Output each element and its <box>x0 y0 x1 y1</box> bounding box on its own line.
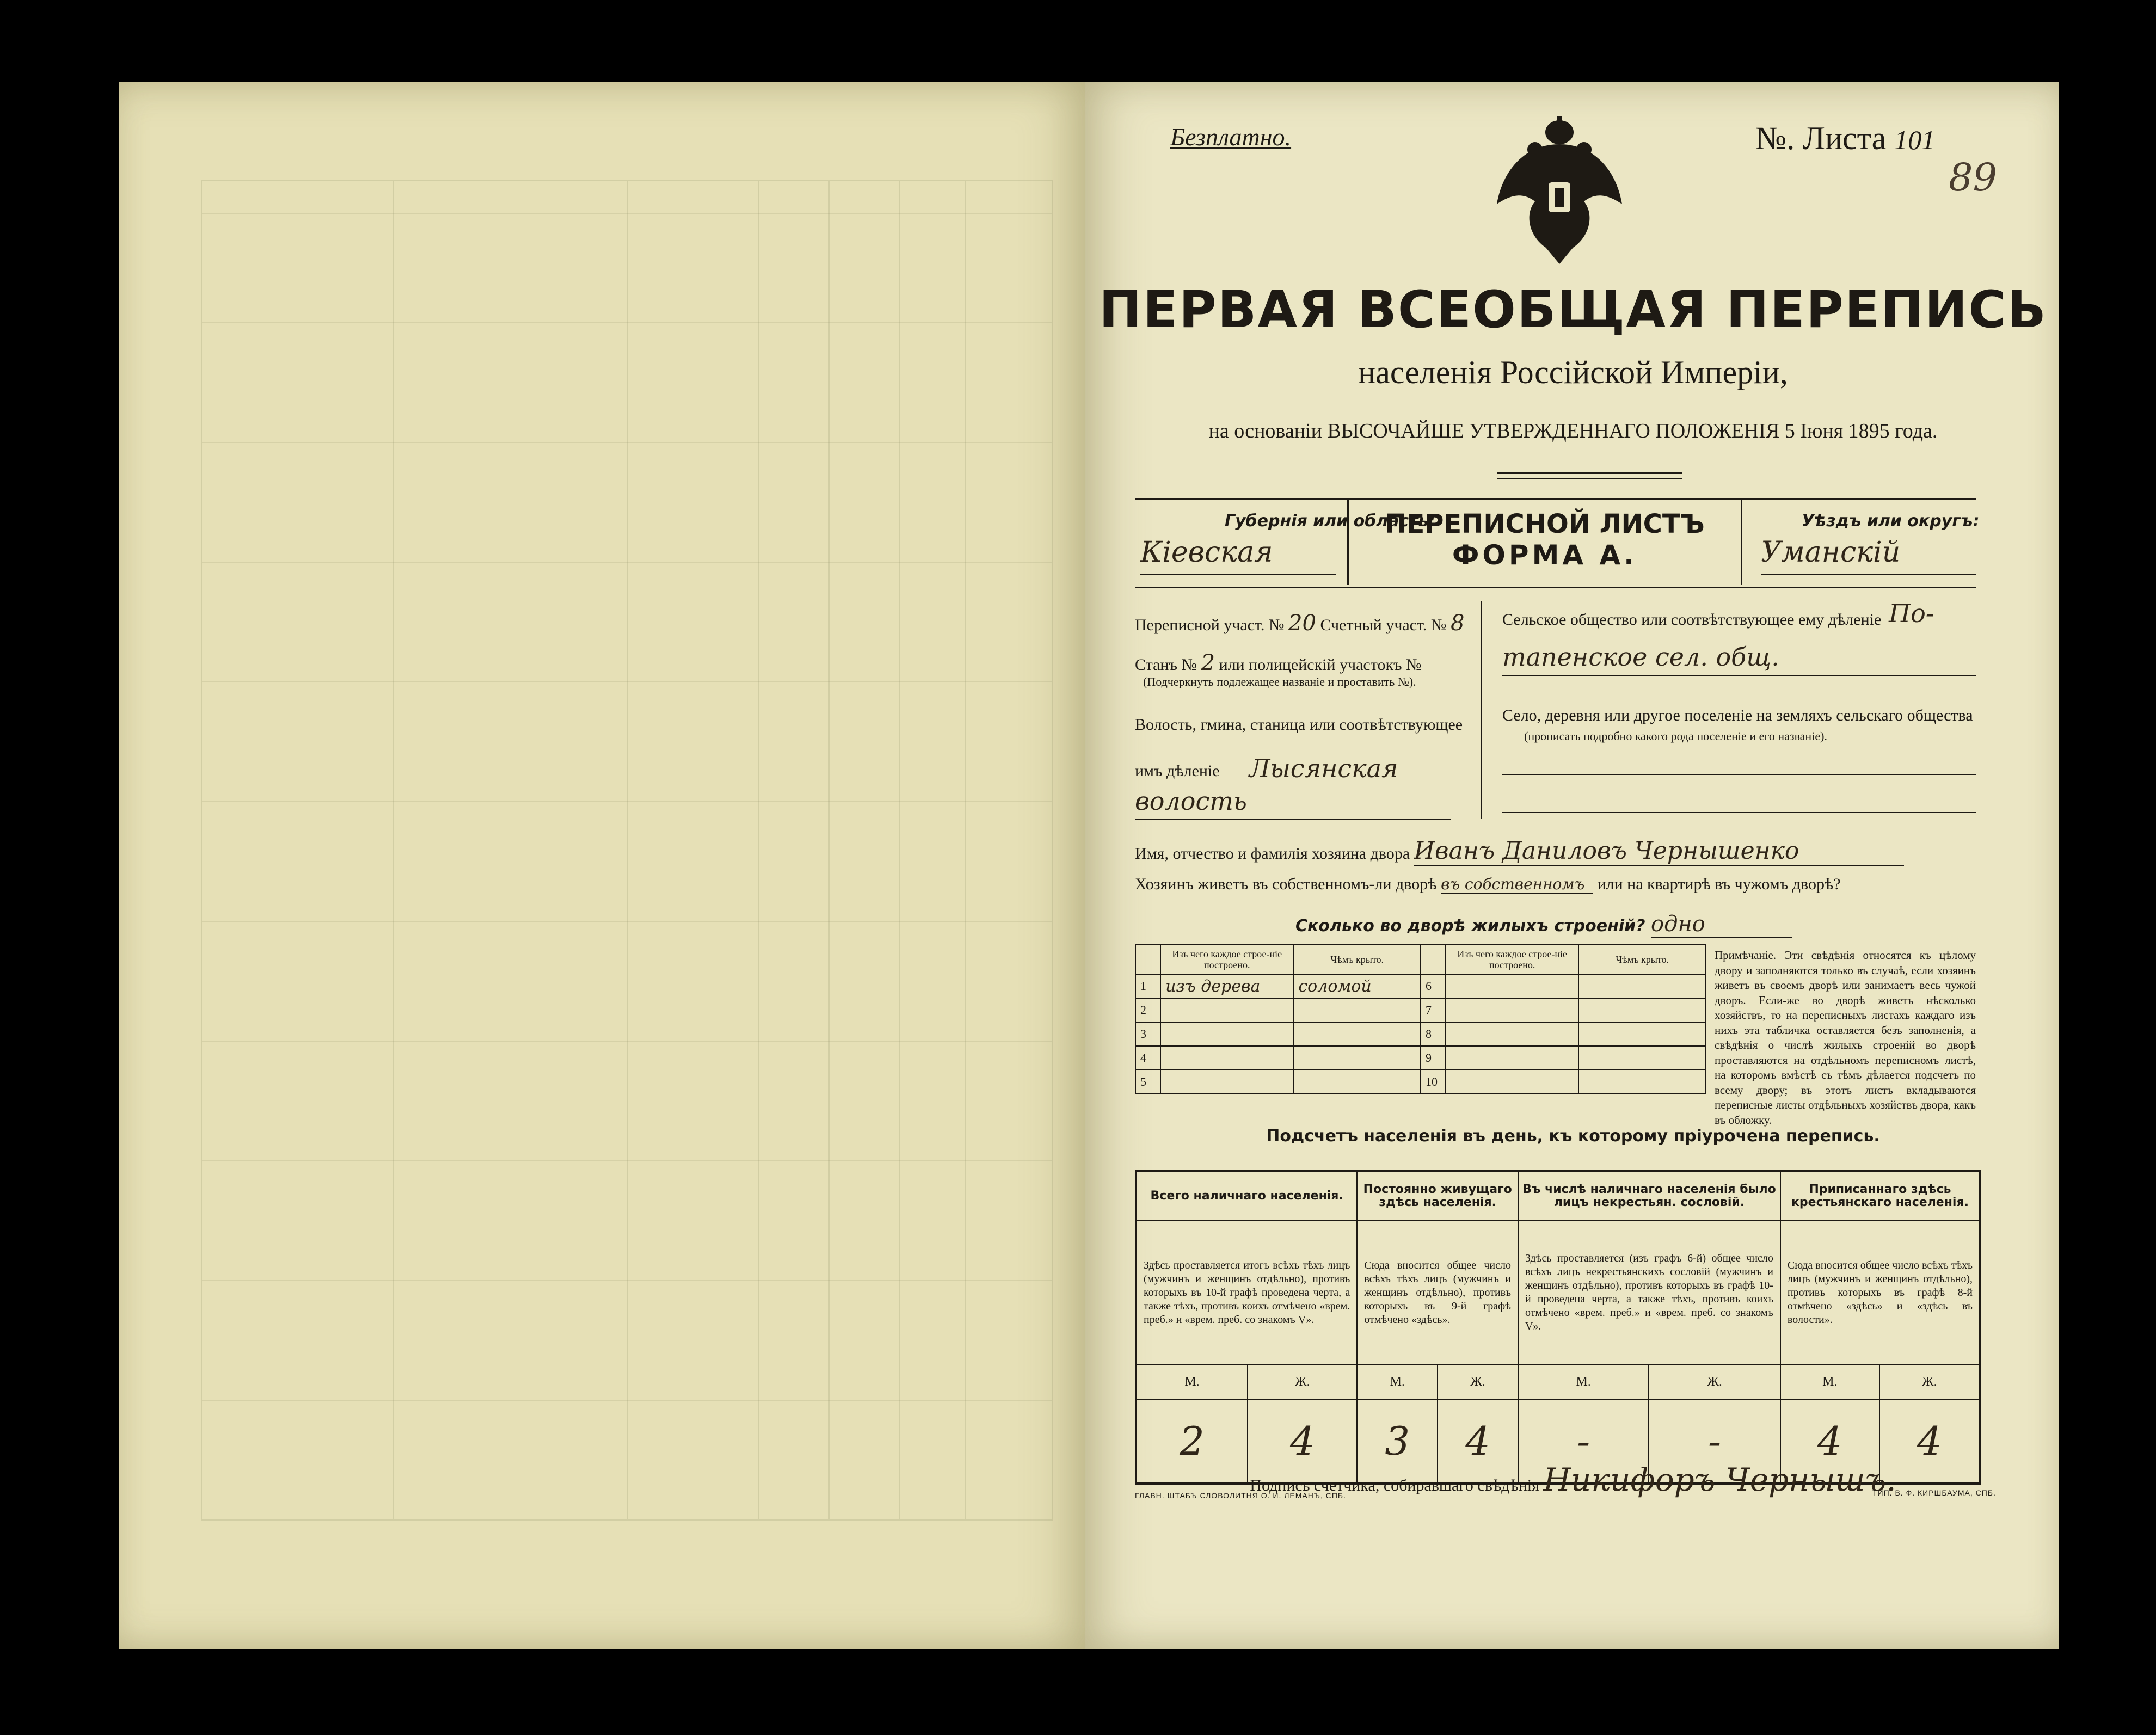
form-title-block <box>1347 498 1742 585</box>
population-col-header: Въ числѣ наличнаго населенія было лицъ некрестьян. сословій. <box>1518 1171 1780 1221</box>
imperial-eagle-icon <box>1491 112 1627 269</box>
buildings-row <box>1295 912 1792 938</box>
population-col-desc: Сюда вносится общее число всѣхъ тѣхъ лицъ (мужчинъ и женщинъ отдѣльно), противъ которыхъ въ 9-й графѣ отмѣчено «здѣсь». <box>1357 1221 1518 1364</box>
owner-name-row <box>1135 837 1976 866</box>
table-row <box>1135 974 1706 998</box>
buildings-col-material: Изъ чего каждое строе-ніе построено. <box>1160 945 1293 974</box>
female-label: Ж. <box>1438 1364 1518 1399</box>
sheet-number-label: №. Листа <box>1755 120 1887 156</box>
form-a-label: ФОРМА А. <box>1452 539 1638 571</box>
row-material <box>1160 1046 1293 1070</box>
row-material <box>1446 1022 1578 1046</box>
population-col-header: Приписаннаго здѣсь крестьянскаго населенія. <box>1780 1171 1980 1221</box>
population-col-desc: Здѣсь проставляется (изъ графъ 6-й) общее число всѣхъ лицъ некрестьянскихъ сословій (мужчинъ и женщинъ отдѣльно), противъ которыхъ въ графѣ 10-й проведена черта, а также тѣхъ, противъ коихъ отмѣчено «врем. преб.» и «врем. преб. со знакомъ V». <box>1518 1221 1780 1364</box>
table-row <box>1135 1046 1706 1070</box>
buildings-value: одно <box>1651 912 1792 938</box>
row-number: 2 <box>1135 998 1160 1022</box>
district-value: Уманскій <box>1761 536 1976 575</box>
row-material <box>1446 974 1578 998</box>
row-material <box>1446 1046 1578 1070</box>
row-roof <box>1293 998 1421 1022</box>
census-district-label: Переписной участ. № <box>1135 616 1285 634</box>
female-label: Ж. <box>1879 1364 1980 1399</box>
volost-label2: имъ дѣленіе <box>1135 762 1220 780</box>
signature-value: Никифоръ Чернышъ. <box>1543 1461 1896 1498</box>
stan-value: 2 <box>1201 650 1215 675</box>
underline-hint: (Подчеркнуть подлежащее названіе и проставить №). <box>1143 675 1416 688</box>
stan-row <box>1135 650 1422 675</box>
row-material: изъ дерева <box>1160 974 1293 998</box>
footer-left: ГЛАВН. ШТАБЪ СЛОВОЛИТНЯ О. И. ЛЕМАНЪ, СПБ. <box>1135 1491 1346 1500</box>
owner-lives-label: Хозяинъ живетъ въ собственномъ-ли дворѣ <box>1135 875 1437 893</box>
buildings-table <box>1135 944 1706 1094</box>
row-roof <box>1293 1046 1421 1070</box>
buildings-note: Примѣчаніе. Эти свѣдѣнія относятся къ цѣлому двору и заполняются только въ случаѣ, если хозяинъ живетъ въ своемъ дворѣ или занимаетъ весь чужой дворъ. Если-же во дворѣ живетъ нѣсколько хозяйствъ, то на переписныхъ листахъ каждаго изъ нихъ эта табличка оставляется безъ заполненія, а свѣдѣнія о числѣ жилыхъ строеній во дворѣ проставляются на отдѣльномъ переписномъ листѣ, на которомъ вмѣстѣ съ тѣмъ дѣлается подсчетъ по всему двору; въ этотъ листъ вкладываются переписные листы отдѣльныхъ хозяйствъ двора, какъ въ обложку. <box>1715 949 1976 1127</box>
registered-male-value: 4 <box>1780 1399 1879 1484</box>
row-number: 8 <box>1421 1022 1446 1046</box>
male-label: М. <box>1518 1364 1649 1399</box>
count-district-label: Счетный участ. № <box>1320 616 1447 634</box>
left-page-ghost-grid <box>201 180 1053 1521</box>
volost-value: Лысянская <box>1249 754 1398 783</box>
row-roof: соломой <box>1293 974 1421 998</box>
province-value: Кіевская <box>1140 536 1336 575</box>
row-number: 10 <box>1421 1070 1446 1094</box>
police-label: или полицейскій участокъ № <box>1219 656 1422 674</box>
owner-name-label: Имя, отчество и фамилія хозяина двора <box>1135 845 1410 863</box>
volost-value2: волость <box>1135 786 1451 820</box>
row-roof <box>1578 998 1706 1022</box>
village-line-1 <box>1502 773 1976 775</box>
count-district-value: 8 <box>1451 611 1465 636</box>
row-roof <box>1578 974 1706 998</box>
buildings-col-material-2: Изъ чего каждое строе-ніе построено. <box>1446 945 1578 974</box>
nonpeasant-female-value: - <box>1649 1399 1780 1484</box>
row-material <box>1160 1070 1293 1094</box>
society-label: Сельское общество или соотвѣтствующее ему дѣленіе <box>1502 611 1882 629</box>
stan-label: Станъ № <box>1135 656 1197 674</box>
permanent-male-value: 3 <box>1357 1399 1438 1484</box>
free-label: Безплатно. <box>1170 123 1292 151</box>
district-label: Уѣздъ или округъ: <box>1802 512 1980 531</box>
census-subtitle: населенія Россійской Имперіи, <box>1358 354 1788 390</box>
total-female-value: 4 <box>1248 1399 1357 1484</box>
sheet-number-value: 101 <box>1894 125 1936 155</box>
ornament-divider <box>1497 472 1682 479</box>
buildings-col-roof: Чѣмъ крыто. <box>1293 945 1421 974</box>
owner-lives-row <box>1135 875 1976 894</box>
row-number: 9 <box>1421 1046 1446 1070</box>
row-roof <box>1293 1022 1421 1046</box>
row-material <box>1160 1022 1293 1046</box>
population-col-desc: Здѣсь проставляется итогъ всѣхъ тѣхъ лицъ (мужчинъ и женщинъ отдѣльно), противъ которыхъ въ 10-й графѣ проведена черта, а также тѣхъ, противъ коихъ отмѣчено «врем. преб.» и «врем. преб. со знакомъ V». <box>1136 1221 1357 1364</box>
village-label: Село, деревня или другое поселеніе на земляхъ сельскаго общества <box>1502 706 1973 724</box>
buildings-col-roof-2: Чѣмъ крыто. <box>1578 945 1706 974</box>
address-divider <box>1481 601 1482 819</box>
male-label: М. <box>1357 1364 1438 1399</box>
male-label: М. <box>1136 1364 1248 1399</box>
village-line-2 <box>1502 811 1976 813</box>
census-title: ПЕРВАЯ ВСЕОБЩАЯ ПЕРЕПИСЬ <box>1098 280 2048 340</box>
row-roof <box>1578 1046 1706 1070</box>
row-material <box>1446 1070 1578 1094</box>
table-row <box>1135 1070 1706 1094</box>
table-row <box>1135 1022 1706 1046</box>
province-label: Губернія или область: <box>1225 512 1435 531</box>
census-district-value: 20 <box>1288 611 1316 636</box>
sheet-number <box>1755 120 1935 157</box>
row-roof <box>1578 1022 1706 1046</box>
total-male-value: 2 <box>1136 1399 1248 1484</box>
population-col-header: Всего наличнаго населенія. <box>1136 1171 1357 1221</box>
owner-name-value: Иванъ Даниловъ Чернышенко <box>1414 837 1904 866</box>
permanent-female-value: 4 <box>1438 1399 1518 1484</box>
row-number: 5 <box>1135 1070 1160 1094</box>
population-col-header: Постоянно живущаго здѣсь населенія. <box>1357 1171 1518 1221</box>
female-label: Ж. <box>1248 1364 1357 1399</box>
row-number: 4 <box>1135 1046 1160 1070</box>
row-number: 3 <box>1135 1022 1160 1046</box>
row-number: 1 <box>1135 974 1160 998</box>
society-value2: тапенское сел. общ. <box>1502 642 1976 676</box>
population-title: Подсчетъ населенія въ день, къ которому пріурочена перепись. <box>1266 1127 1880 1146</box>
nonpeasant-male-value: - <box>1518 1399 1649 1484</box>
population-col-desc: Сюда вносится общее число всѣхъ тѣхъ лицъ (мужчинъ и женщинъ отдѣльно), противъ которыхъ въ графѣ 8-й отмѣчено «здѣсь» и «здѣсь въ волости». <box>1780 1221 1980 1364</box>
row-number: 6 <box>1421 974 1446 998</box>
female-label: Ж. <box>1649 1364 1780 1399</box>
row-material <box>1446 998 1578 1022</box>
owner-lives-value: въ собственномъ <box>1441 875 1593 894</box>
registered-female-value: 4 <box>1879 1399 1980 1484</box>
signature-label: Подпись счетчика, собиравшаго свѣдѣнія <box>1250 1476 1539 1494</box>
footer-right: ТИП. В. Ф. КИРШБАУМА, СПБ. <box>1872 1488 1996 1497</box>
male-label: М. <box>1780 1364 1879 1399</box>
row-material <box>1160 998 1293 1022</box>
row-number: 7 <box>1421 998 1446 1022</box>
row-roof <box>1293 1070 1421 1094</box>
owner-lives-label2: или на квартирѣ въ чужомъ дворѣ? <box>1597 875 1841 893</box>
buildings-label: Сколько во дворѣ жилыхъ строеній? <box>1295 916 1645 936</box>
society-value: По- <box>1889 599 1934 628</box>
census-district-row <box>1135 611 1464 636</box>
table-row <box>1135 998 1706 1022</box>
sheet-number-handwritten: 89 <box>1949 155 1998 200</box>
row-roof <box>1578 1070 1706 1094</box>
village-hint: (прописать подробно какого рода поселеніе и его названіе). <box>1524 729 1827 743</box>
sheet-title: ПЕРЕПИСНОЙ ЛИСТЪ <box>1385 509 1705 539</box>
volost-label: Волость, гмина, станица или соотвѣтствующее <box>1135 716 1463 734</box>
census-basis: на основаніи ВЫСОЧАЙШЕ УТВЕРЖДЕННАГО ПОЛОЖЕНІЯ 5 Іюня 1895 года. <box>1208 420 1938 442</box>
population-table <box>1135 1170 1981 1485</box>
